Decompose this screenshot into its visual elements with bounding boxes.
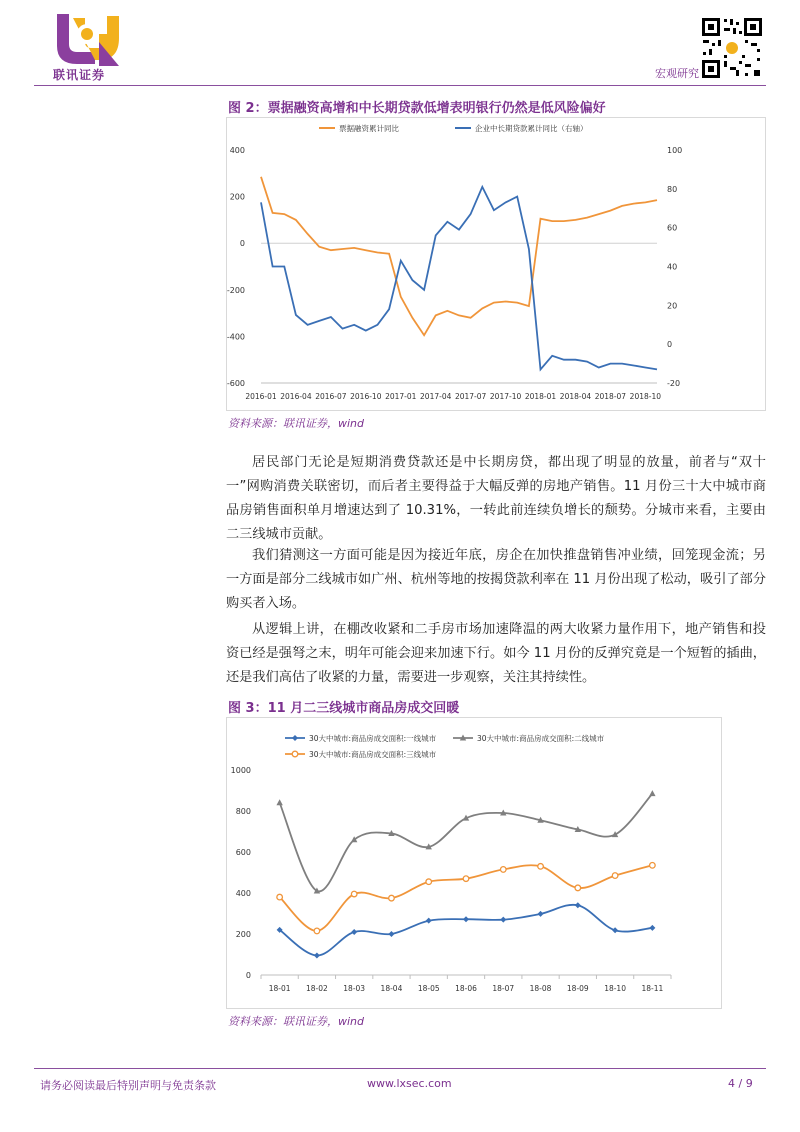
figure-3-point: [351, 891, 357, 897]
figure-2-x-tick: 2017-01: [385, 392, 417, 401]
figure-3-point: [575, 902, 581, 908]
figure-3-legend-label: 30大中城市:商品房成交面积:三线城市: [309, 750, 437, 759]
header-divider: [34, 85, 766, 86]
figure-2-y-right-tick: 20: [667, 301, 678, 311]
figure-3-point: [650, 863, 656, 869]
figure-2-x-tick: 2017-04: [420, 392, 452, 401]
footer-website[interactable]: www.lxsec.com: [367, 1077, 452, 1090]
figure-3-point: [389, 895, 395, 901]
figure-2-y-right-tick: 40: [667, 262, 678, 272]
figure-2-y-right-tick: -20: [667, 379, 681, 388]
figure-3-legend-marker: [292, 735, 298, 741]
figure-3-x-tick: 18-11: [641, 984, 664, 993]
figure-2-y-right-tick: 100: [667, 146, 683, 155]
figure-2-svg: [227, 118, 765, 410]
figure-3-point: [538, 864, 544, 870]
figure-3-x-tick: 18-06: [455, 984, 477, 993]
company-logo: [55, 12, 123, 68]
figure-2-title: 图 2：票据融资高增和中长期贷款低增表明银行仍然是低风险偏好: [228, 101, 606, 116]
figure-3-y-tick: 200: [235, 930, 251, 939]
footer-disclaimer: 请务必阅读最后特别声明与免责条款: [40, 1079, 216, 1092]
figure-3-x-tick: 18-05: [417, 984, 440, 993]
figure-3-point: [649, 925, 655, 931]
paragraph-1: 居民部门无论是短期消费贷款还是中长期房贷，都出现了明显的放量，前者与“双十一”网购消费关联密切，而后者主要得益于大幅反弹的房地产销售。11 月份三十大中城市商品房销售面积单月增速达到了 10.31%，一转此前连续负增长的颓势。分城市来看，主要由二三线城市贡献。: [226, 455, 766, 542]
figure-3-x-tick: 18-02: [306, 984, 328, 993]
figure-2-y-left-tick: 0: [239, 239, 245, 249]
figure-3-x-tick: 18-07: [492, 984, 515, 993]
figure-3-x-tick: 18-10: [604, 984, 626, 993]
figure-2-x-tick: 2016-04: [280, 392, 312, 401]
figure-3-point: [649, 790, 655, 796]
figure-3-chart: [226, 717, 722, 1009]
figure-3-y-tick: 600: [235, 848, 251, 857]
figure-2-x-tick: 2018-04: [559, 392, 592, 401]
figure-2-x-tick: 2016-07: [315, 392, 347, 401]
brand-name: 联讯证券: [53, 68, 106, 82]
figure-3-point: [351, 929, 357, 935]
figure-3-x-tick: 18-09: [566, 984, 589, 993]
figure-2-legend-label: 企业中长期贷款累计同比（右轴）: [475, 124, 588, 133]
figure-3-point: [575, 885, 581, 891]
figure-2-y-left-tick: -200: [227, 285, 245, 295]
figure-3-point: [463, 916, 469, 922]
figure-3-point: [612, 927, 618, 933]
figure-3-point: [388, 931, 394, 937]
figure-3-legend-label: 30大中城市:商品房成交面积:一线城市: [309, 734, 437, 743]
figure-2-x-tick: 2018-01: [524, 392, 557, 401]
figure-2-source: 资料来源：联讯证券，wind: [228, 417, 365, 430]
figure-2-x-tick: 2017-07: [454, 392, 487, 401]
paragraph-3: 从逻辑上讲，在棚改收紧和二手房市场加速降温的两大收紧力量作用下，地产销售和投资已经是强弩之末，明年可能会迎来加速下行。如今 11 月份的反弹究竟是一个短暂的插曲，还是我们高估了收紧的力量，需要进一步观察，关注其持续性。: [226, 622, 766, 685]
figure-3-legend-label: 30大中城市:商品房成交面积:二线城市: [477, 734, 605, 743]
figure-2-x-tick: 2018-07: [594, 392, 627, 401]
figure-2-y-left-tick: -400: [227, 332, 245, 342]
section-label: 宏观研究: [655, 67, 699, 80]
figure-2-x-tick: 2018-10: [629, 392, 662, 401]
figure-3-y-tick: 0: [245, 971, 251, 980]
figure-3-x-tick: 18-03: [343, 984, 366, 993]
figure-3-point: [426, 879, 432, 885]
figure-2-legend-label: 票据融资累计同比: [339, 124, 399, 133]
figure-3-point: [538, 911, 544, 917]
figure-3-x-tick: 18-01: [268, 984, 291, 993]
figure-3-point: [500, 917, 506, 923]
paragraph-2: 我们猜测这一方面可能是因为接近年底，房企在加快推盘销售冲业绩，回笼现金流；另一方面是部分二线城市如广州、杭州等地的按揭贷款利率在 11 月份出现了松动，吸引了部分购买者入场。: [226, 548, 766, 611]
figure-3-point: [276, 799, 282, 805]
figure-3-point: [612, 873, 618, 879]
figure-3-point: [463, 876, 469, 882]
figure-3-y-tick: 400: [235, 889, 251, 898]
figure-2-x-tick: 2017-10: [489, 392, 522, 401]
figure-3-point: [500, 867, 506, 873]
figure-3-point: [314, 928, 320, 934]
footer-divider: [34, 1068, 766, 1069]
figure-2-series-line-1: [261, 177, 657, 335]
figure-3-svg: [227, 718, 721, 1008]
figure-3-legend-marker: [292, 751, 298, 757]
figure-2-y-left-tick: 200: [229, 192, 245, 202]
figure-3-point: [314, 953, 320, 959]
figure-3-y-tick: 1000: [230, 766, 251, 775]
qr-code: [700, 16, 764, 80]
figure-2-y-right-tick: 60: [667, 223, 678, 233]
figure-3-source: 资料来源：联讯证券，wind: [228, 1015, 365, 1028]
figure-2-y-left-tick: 400: [229, 146, 245, 155]
figure-3-x-tick: 18-04: [380, 984, 403, 993]
figure-3-point: [426, 918, 432, 924]
figure-2-y-left-tick: -600: [227, 379, 245, 388]
figure-2-y-right-tick: 80: [667, 184, 678, 194]
figure-2-y-right-tick: 0: [667, 340, 673, 350]
figure-3-series-line-1: [280, 905, 653, 956]
figure-3-point: [277, 894, 283, 900]
figure-3-title: 图 3：11 月二三线城市商品房成交回暖: [228, 701, 460, 716]
figure-2-chart: [226, 117, 766, 411]
footer-page-number: 4 / 9: [728, 1077, 753, 1090]
figure-2-x-tick: 2016-01: [245, 392, 277, 401]
figure-3-x-tick: 18-08: [529, 984, 552, 993]
figure-3-y-tick: 800: [235, 807, 251, 816]
figure-2-x-tick: 2016-10: [350, 392, 382, 401]
